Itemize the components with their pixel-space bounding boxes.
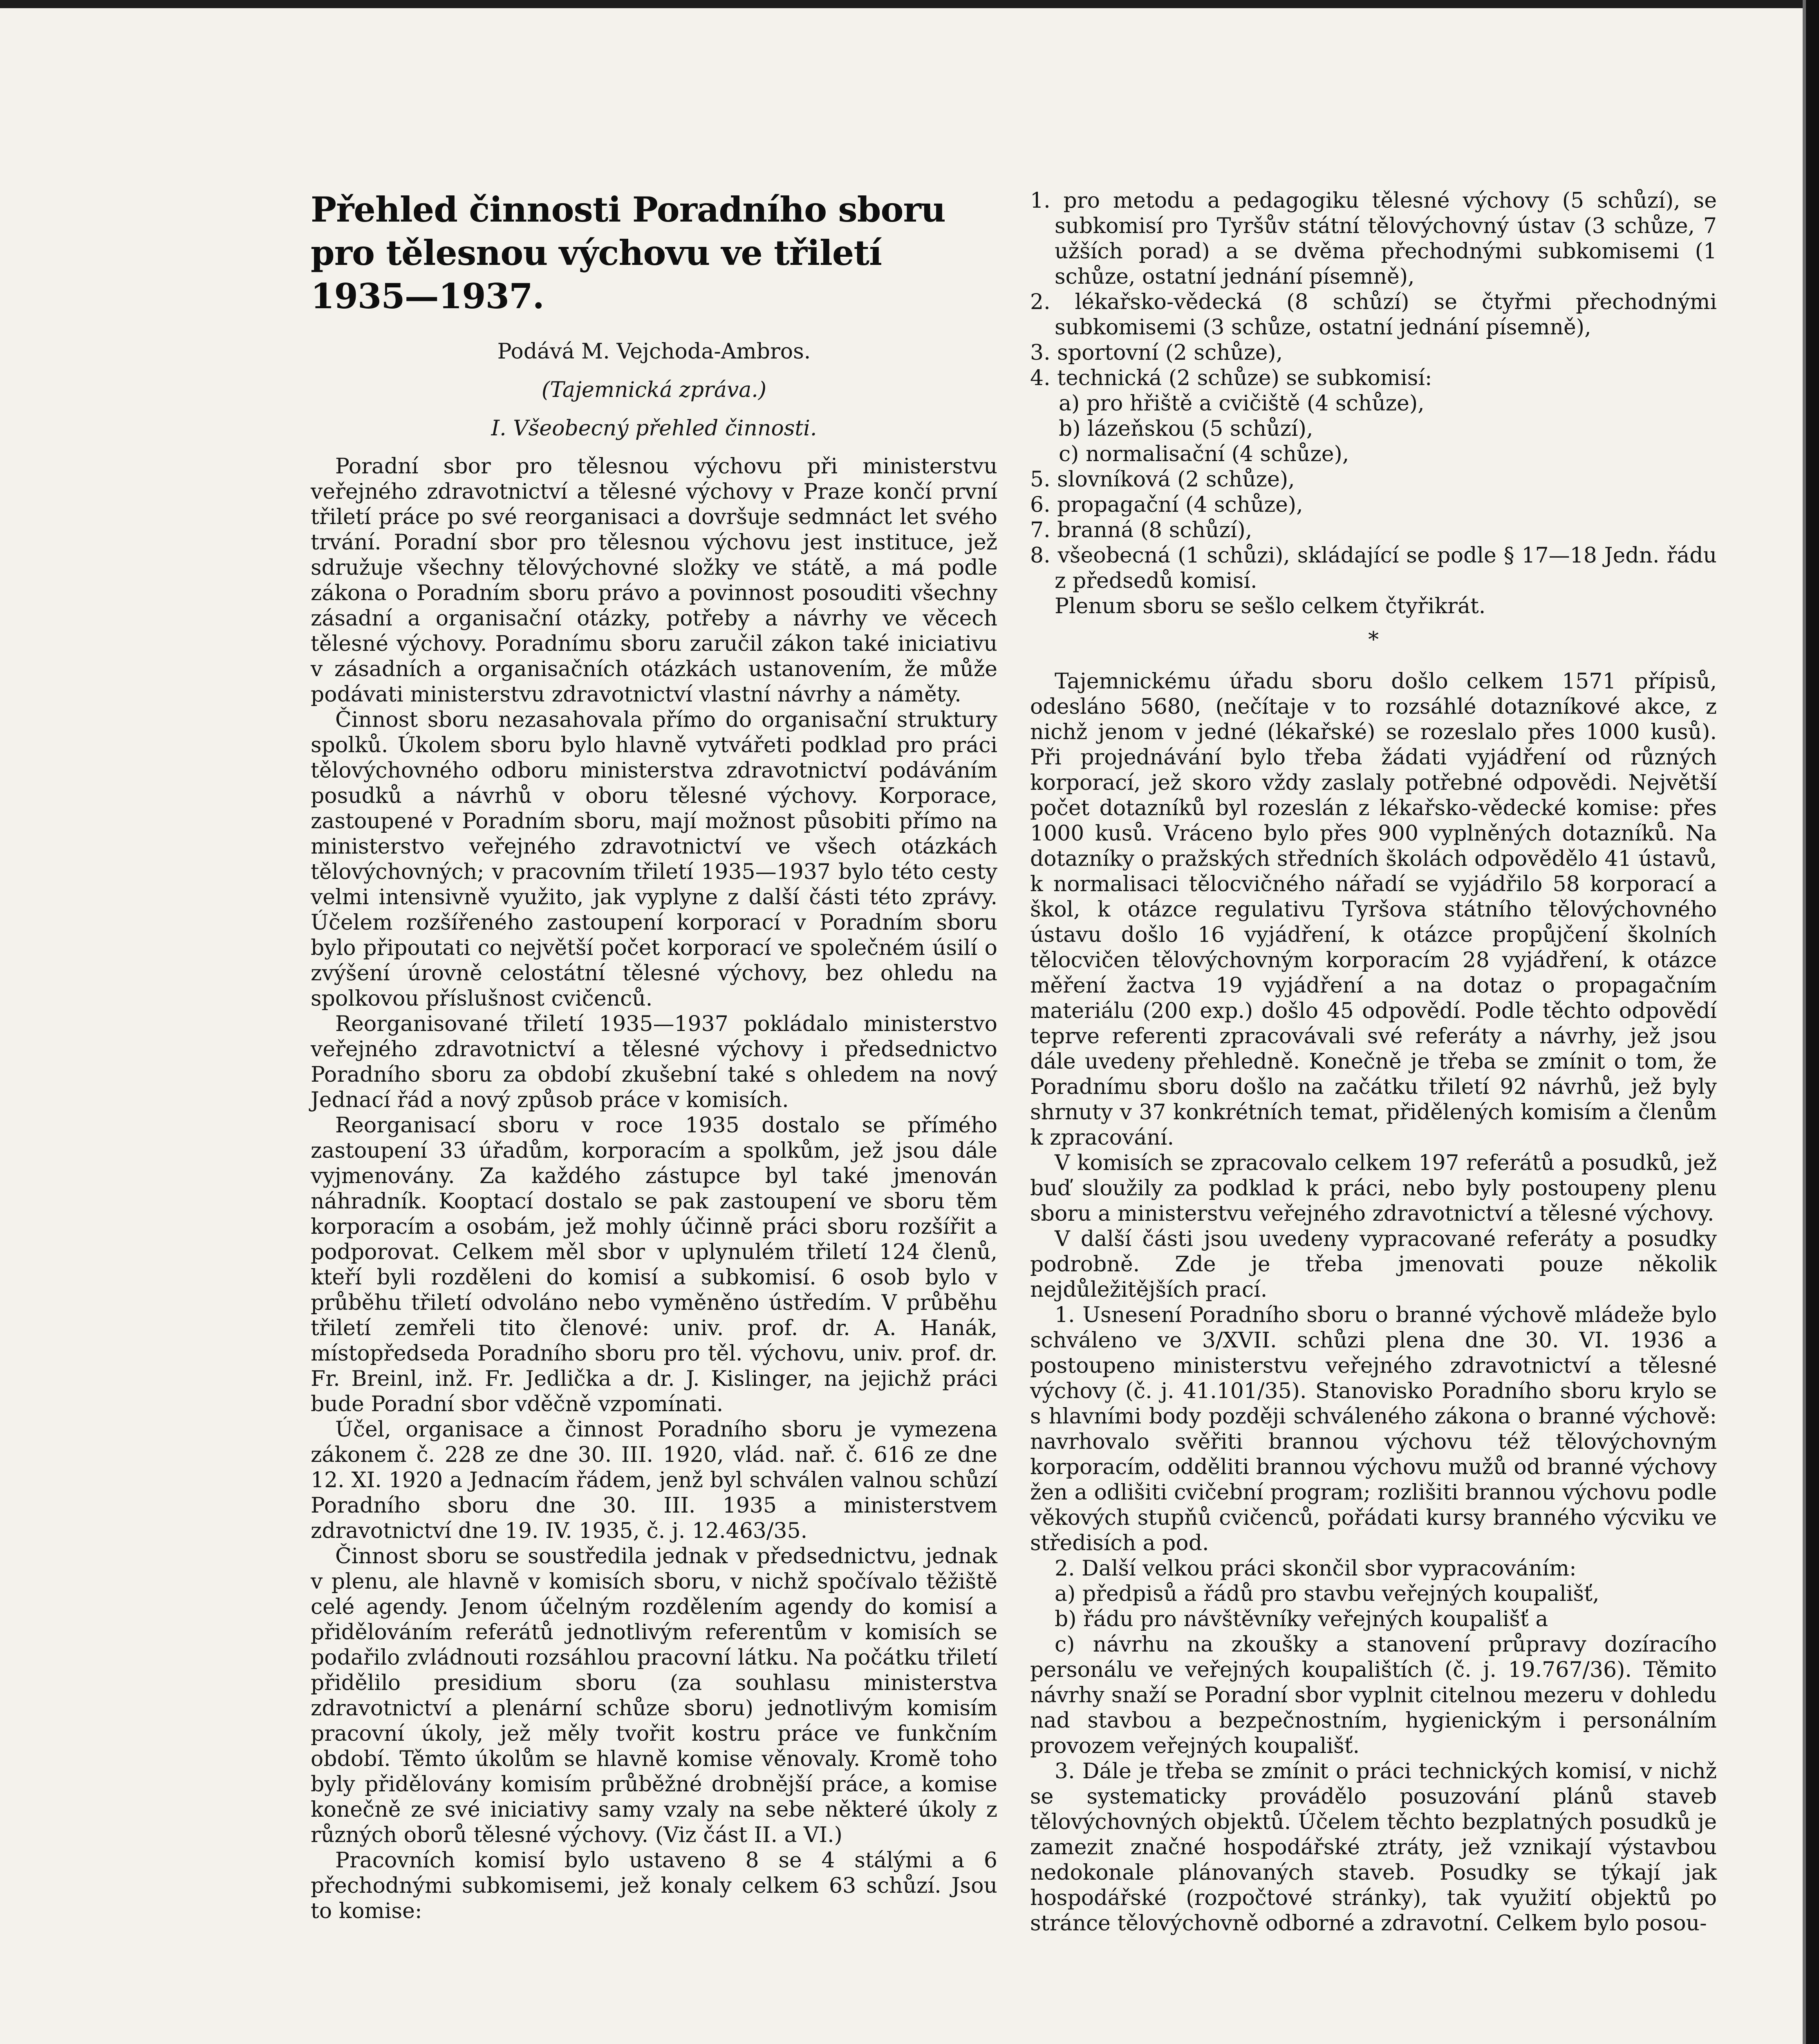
paragraph: Činnost sboru se soustředila jednak v předsednictvu, jednak v plenu, ale hlavně v komisích sboru, v nichž spočívalo těžiště celé agendy. Jenom účelným rozdělením agendy do komisí a přidělováním referátů jednotlivým referentům v komisích se podařilo zvládnouti rozsáhlou pracovní látku. Na počátku třiletí přidělilo presidium sboru (za souhlasu ministerstva zdravotnictví a plenární schůze sboru) jednotlivým komisím pracovní úkoly, jež měly tvořit kostru práce ve funkčním období. Těmto úkolům se hlavně komise věnovaly. Kromě toho byly přidělovány komisím průběžné drobnější práce, a komise konečně ze své iniciativy samy vzaly na sebe některé úkoly z různých oborů tělesné výchovy. (Viz část II. a VI.) (311, 1544, 997, 1847)
paragraph: 1. Usnesení Poradního sboru o branné výchově mládeže bylo schváleno ve 3/XVII. schůzi plena dne 30. VI. 1936 a postoupeno ministerstvu veřejného zdravotnictví a tělesné výchovy (č. j. 41.101/35). Stanovisko Poradního sboru krylo se s hlavními body později schváleného zákona o branné výchově: navrhovalo svěřiti brannou výchovu též tělovýchovným korporacím, odděliti brannou výchovu mužů od branné výchovy žen a odlišiti cvičební program; rozlišiti brannou výchovu podle věkových stupňů cvičenců, pořádati kursy branného výcviku ve středisích a pod. (1030, 1303, 1717, 1555)
list-item: 7. branná (8 schůzí), (1030, 518, 1252, 542)
paragraph: 3. Dále je třeba se zmínit o práci technických komisí, v nichž se systematicky provádělo posuzování plánů staveb tělovýchovných objektů. Účelem těchto bezplatných posudků je zamezit značné hospodářské ztráty, jež vznikají výstavbou nedokonale plánovaných staveb. Posudky se týkají jak hospodářské (rozpočtové stránky), tak využití objektů po stránce tělovýchovně odborné a zdravotní. Celkem bylo posou- (1030, 1759, 1717, 1936)
paragraph: Tajemnickému úřadu sboru došlo celkem 1571 přípisů, odesláno 5680, (nečítaje v to rozsáhlé dotazníkové akce, z nichž jenom v jedné (lékařské) se rozeslalo přes 1000 kusů). Při projednávání bylo třeba žádati vyjádření od různých korporací, jež skoro vždy zaslaly potřebné odpovědi. Největší počet dotazníků byl rozeslán z lékařsko-vědecké komise: přes 1000 kusů. Vráceno bylo přes 900 vyplněných dotazníků. Na dotazníky o pražských středních školách odpovědělo 41 ústavů, k normalisaci tělocvičného nářadí se vyjádřilo 58 korporací a škol, k otázce regulativu Tyršova státního tělovýchovného ústavu došlo 16 vyjádření, k otázce propůjčení školních tělocvičen tělovýchovným korporacím 28 vyjádření, k otázce měření žactva 19 vyjádření a na dotaz o propagačním materiálu (200 exp.) došlo 45 odpovědí. Podle těchto odpovědí teprve referenti zpracovávali své referáty a návrhy, jež jsou dále uvedeny přehledně. Konečně je třeba se zmínit o tom, že Poradnímu sboru došlo na začátku třiletí 92 návrhů, jež byly shrnuty v 37 konkrétních temat, přidělených komisím a členům k zpracování. (1030, 669, 1717, 1150)
list-item: 2. lékařsko-vědecká (8 schůzí) se čtyřmi přechodnými subkomisemi (3 schůze, ostatní jednání písemně), (1030, 290, 1717, 340)
paragraph: b) řádu pro návštěvníky veřejných koupališť a (1055, 1607, 1548, 1632)
scan-right-edge (1806, 0, 1819, 2044)
paragraph: V další části jsou uvedeny vypracované referáty a posudky podrobně. Zde je třeba jmenovati pouze několik nejdůležitějších prací. (1030, 1227, 1717, 1302)
article-title: Přehled činnosti Poradního sboru pro tělesnou výchovu ve třiletí 1935—1937. (311, 189, 945, 316)
report-type: (Tajemnická zpráva.) (541, 378, 767, 402)
paragraph: V komisích se zpracovalo celkem 197 referátů a posudků, jež buď sloužily za podklad k práci, nebo byly postoupeny plenu sboru a ministerstvu veřejného zdravotnictví a tělesné výchovy. (1030, 1151, 1717, 1226)
paragraph: Poradní sbor pro tělesnou výchovu při ministerstvu veřejného zdravotnictví a tělesné výchovy v Praze končí první třiletí práce po své reorganisaci a dovršuje sedmnáct let svého trvání. Poradní sbor pro tělesnou výchovu jest instituce, jež sdružuje všechny tělovýchovné složky ve státě, a má podle zákona o Poradním sboru právo a povinnost posouditi všechny zásadní a organisační otázky, potřeby a návrhy ve věcech tělesné výchovy. Poradnímu sboru zaručil zákon také iniciativu v zásadních a organisačních otázkách ustanovením, že může podávati ministerstvu zdravotnictví vlastní návrhy a náměty. (311, 454, 997, 707)
paragraph: a) předpisů a řádů pro stavbu veřejných koupališť, (1055, 1582, 1599, 1606)
list-item: 5. slovníková (2 schůze), (1030, 467, 1295, 492)
list-item: 6. propagační (4 schůze), (1030, 493, 1303, 517)
list-subitem: b) lázeňskou (5 schůzí), (1059, 417, 1313, 441)
scan-right-edge-shadow (1803, 0, 1806, 2044)
section-separator: * (1368, 628, 1379, 652)
paragraph: Reorganisované třiletí 1935—1937 pokládalo ministerstvo veřejného zdravotnictví a tělesné výchovy i předsednictvo Poradního sboru za období zkušební také s ohledem na nový Jednací řád a nový způsob práce v komisích. (311, 1012, 997, 1112)
left-column (311, 188, 997, 1924)
section-heading: I. Všeobecný přehled činnosti. (491, 416, 817, 441)
author-line: Podává M. Vejchoda-Ambros. (497, 339, 811, 364)
list-item: 4. technická (2 schůze) se subkomisí: (1030, 366, 1432, 390)
plenum-note: Plenum sboru se sešlo celkem čtyřikrát. (1055, 594, 1486, 619)
list-item: 1. pro metodu a pedagogiku tělesné výchovy (5 schůzí), se subkomisí pro Tyršův státní tělovýchovný ústav (3 schůze, 7 užších porad) a se dvěma přechodnými subkomisemi (1 schůze, ostatní jednání písemně), (1030, 188, 1717, 289)
scan-top-edge (0, 0, 1819, 8)
list-subitem: c) normalisační (4 schůze), (1059, 442, 1349, 466)
paragraph: 2. Další velkou práci skončil sbor vypracováním: (1055, 1556, 1577, 1581)
list-item: 3. sportovní (2 schůze), (1030, 341, 1283, 365)
list-subitem: a) pro hřiště a cvičiště (4 schůze), (1059, 391, 1425, 416)
paragraph: Činnost sboru nezasahovala přímo do organisační struktury spolků. Úkolem sboru bylo hlavně vytvářeti podklad pro práci tělovýchovného odboru ministerstva zdravotnictví podáváním posudků a návrhů v oboru tělesné výchovy. Korporace, zastoupené v Poradním sboru, mají možnost působiti přímo na ministerstvo veřejného zdravotnictví ve všech otázkách tělovýchovných; v pracovním třiletí 1935—1937 bylo této cesty velmi intensivně využito, jak vyplyne z další části této zprávy. Účelem rozšířeného zastoupení korporací v Poradním sboru bylo připoutati co největší počet korporací ve společném úsilí o zvýšení úrovně celostátní tělesné výchovy, bez ohledu na spolkovou příslušnost cvičenců. (311, 708, 997, 1011)
commission-list (1030, 188, 1717, 594)
right-column (1030, 188, 1717, 1936)
paragraph: Účel, organisace a činnost Poradního sboru je vymezena zákonem č. 228 ze dne 30. III. 1920, vlád. nař. č. 616 ze dne 12. XI. 1920 a Jednacím řádem, jenž byl schválen valnou schůzí Poradního sboru dne 30. III. 1935 a ministerstvem zdravotnictví dne 19. IV. 1935, č. j. 12.463/35. (311, 1417, 997, 1543)
paragraph: Pracovních komisí bylo ustaveno 8 se 4 stálými a 6 přechodnými subkomisemi, jež konaly celkem 63 schůzí. Jsou to komise: (311, 1848, 997, 1923)
paragraph: Reorganisací sboru v roce 1935 dostalo se přímého zastoupení 33 úřadům, korporacím a spolkům, jež jsou dále vyjmenovány. Za každého zástupce byl také jmenován náhradník. Kooptací dostalo se pak zastoupení ve sboru těm korporacím a osobám, jež mohly účinně práci sboru rozšířit a podporovat. Celkem měl sbor v uplynulém třiletí 124 členů, kteří byli rozděleni do komisí a subkomisí. 6 osob bylo v průběhu třiletí odvoláno nebo vyměněno ústředím. V průběhu třiletí zemřeli tito členové: univ. prof. dr. A. Hanák, místopředseda Poradního sboru pro těl. výchovu, univ. prof. dr. Fr. Breinl, inž. Fr. Jedlička a dr. J. Kislinger, na jejichž práci bude Poradní sbor vděčně vzpomínati. (311, 1113, 997, 1416)
paragraph: c) návrhu na zkoušky a stanovení průpravy dozíracího personálu ve veřejných koupalištích (č. j. 19.767/36). Těmito návrhy snaží se Poradní sbor vyplnit citelnou mezeru v dohledu nad stavbou a bezpečnostním, hygienickým i personálním provozem veřejných koupališť. (1030, 1632, 1717, 1758)
list-item: 8. všeobecná (1 schůzi), skládající se podle § 17—18 Jedn. řádu z předsedů komisí. (1030, 543, 1717, 593)
